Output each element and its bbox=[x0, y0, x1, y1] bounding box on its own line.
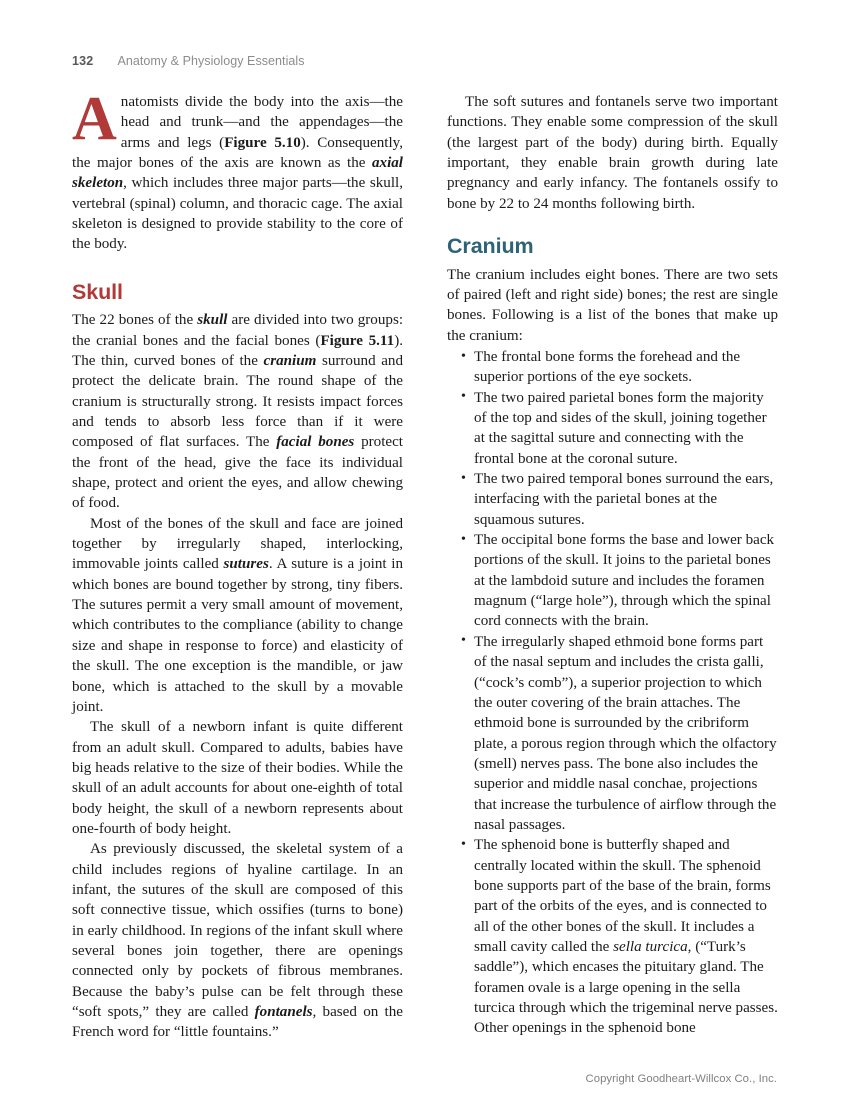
paragraph-skull-2 bbox=[72, 514, 403, 717]
opening-text-part3: , which includes three major parts—the skull, vertebral (spinal) column, and thoracic cage. The axial skeleton is designed to provide stability to the core of the body. bbox=[72, 175, 403, 253]
skull1-part4: surround and protect the delicate brain. The round shape of the cranium is structurally strong. It resists impact forces and tends to absorb less force than if it were composed of flat surfaces. The bbox=[72, 353, 403, 451]
list-item: • The frontal bone forms the forehead and the superior portions of the eye sockets. bbox=[461, 347, 778, 388]
skull4-part2: , based on the French word for “little fountains.” bbox=[72, 1004, 403, 1041]
paragraph-skull-4 bbox=[72, 839, 403, 1042]
list-item: • The two paired parietal bones form the majority of the top and sides of the skull, joining together at the sagittal suture and connecting with the frontal bone at the coronal suture. bbox=[461, 388, 778, 469]
copyright-notice: Copyright Goodheart-Willcox Co., Inc. bbox=[585, 1073, 777, 1085]
text-columns bbox=[72, 85, 778, 1057]
sphenoid-part2: , (“Turk’s saddle”), which encases the pituitary gland. The foramen ovale is a large opening in the sella turcica through which the trigeminal nerve passes. Other openings in the sphenoid bone bbox=[474, 938, 778, 1037]
term-axial-skeleton: axial skeleton bbox=[72, 155, 403, 192]
skull2-part1: Most of the bones of the skull and face are joined together by irregularly shaped, interlocking, immovable joints called bbox=[72, 515, 403, 573]
page-number: 132 bbox=[72, 54, 94, 68]
term-fontanels: fontanels bbox=[254, 1004, 313, 1020]
paragraph-fontanels: The soft sutures and fontanels serve two important functions. They enable some compression of the skull (the largest part of the body) during birth. Equally important, they enable brain growth during late pregnancy and early infancy. The fontanels ossify to bone by 22 to 24 months following birth. bbox=[447, 94, 778, 212]
skull4-part1: As previously discussed, the skeletal system of a child includes regions of hyaline cartilage. In an infant, the sutures of the skull are composed of this soft connective tissue, which ossifies (turns to bone) in early childhood. In regions of the infant skull where several bones join together, there are openings connected only by pockets of fibrous membranes. Because the baby’s pulse can be felt through these “soft spots,” they are called bbox=[72, 841, 403, 1020]
skull1-part5: protect the front of the head, give the face its individual shape, protect and orient the eyes, and allow chewing of food. bbox=[72, 434, 403, 512]
paragraph-cranium-intro: The cranium includes eight bones. There are two sets of paired (left and right side) bones; the rest are single bones. Following is a list of the bones that make up the cranium: bbox=[447, 266, 778, 344]
paragraph-skull-1 bbox=[72, 310, 403, 513]
figure-reference-511: Figure 5.11 bbox=[320, 332, 395, 349]
list-item: • The occipital bone forms the base and lower back portions of the skull. It joins to the parietal bones at the lambdoid suture and includes the foramen magnum (“large hole”), through which the spinal cord connects with the brain. bbox=[461, 530, 778, 632]
list-item: • The irregularly shaped ethmoid bone forms part of the nasal septum and includes the crista galli, (“cock’s comb”), a superior projection to which the outer covering of the brain attaches. The ethmoid bone is surrounded by the cribriform plate, a porous region through which the olfactory (smell) nerves pass. The bone also includes the superior and middle nasal conchae, projections that increase the turbulence of airflow through the nasal passages. bbox=[461, 632, 778, 835]
term-sutures: sutures bbox=[223, 556, 269, 573]
opening-text-part2: ). Consequently, the major bones of the axis are known as the bbox=[72, 134, 403, 172]
skull1-part1: The 22 bones of the bbox=[72, 312, 198, 329]
skull2-part2: . A suture is a joint in which bones are bound together by strong, tiny fibers. The sutures permit a very small amount of movement, which contributes to the compliance (ability to change size and shape in response to force) and elasticity of the skull. The one exception is the mandible, or jaw bone, which is attached to the skull by a movable joint. bbox=[72, 556, 403, 715]
term-sella-turcica: sella turcica bbox=[613, 938, 688, 955]
paragraph-skull-3: The skull of a newborn infant is quite different from an adult skull. Compared to adults, babies have big heads relative to the size of their bodies. While the skull of an adult accounts for about one-eighth of total body height, the skull of a newborn represents about one-fourth of body height. bbox=[72, 719, 403, 837]
opening-text-part1: natomists divide the body into the axis—the head and trunk—and the appendages—the arms and legs ( bbox=[120, 94, 403, 151]
skull1-part3: ). The thin, curved bones of the bbox=[72, 332, 403, 369]
cranium-bone-list bbox=[447, 347, 778, 1039]
term-facial-bones: facial bones bbox=[276, 434, 355, 451]
running-head bbox=[72, 54, 778, 68]
list-item: • The two paired temporal bones surround the ears, interfacing with the parietal bones at the squamous sutures. bbox=[461, 469, 778, 530]
heading-skull: Skull bbox=[72, 279, 123, 304]
left-column bbox=[72, 85, 404, 1057]
opening-paragraph bbox=[72, 85, 403, 255]
term-skull: skull bbox=[197, 312, 228, 329]
right-column bbox=[447, 92, 778, 1057]
drop-cap-letter: A bbox=[72, 85, 117, 153]
sphenoid-part1: The sphenoid bone is butterfly shaped and centrally located within the skull. The sphenoid bone supports part of the base of the brain, forms part of the orbits of the eyes, and is connected to all of the other bones of the skull. It includes a small cavity called the bbox=[474, 837, 771, 955]
figure-reference-510: Figure 5.10 bbox=[224, 134, 301, 151]
list-item-sphenoid bbox=[461, 835, 778, 1038]
book-title: Anatomy & Physiology Essentials bbox=[117, 54, 305, 68]
term-cranium: cranium bbox=[263, 353, 317, 369]
skull1-part2: are divided into two groups: the cranial bones and the facial bones ( bbox=[72, 312, 404, 349]
heading-cranium: Cranium bbox=[447, 234, 534, 259]
